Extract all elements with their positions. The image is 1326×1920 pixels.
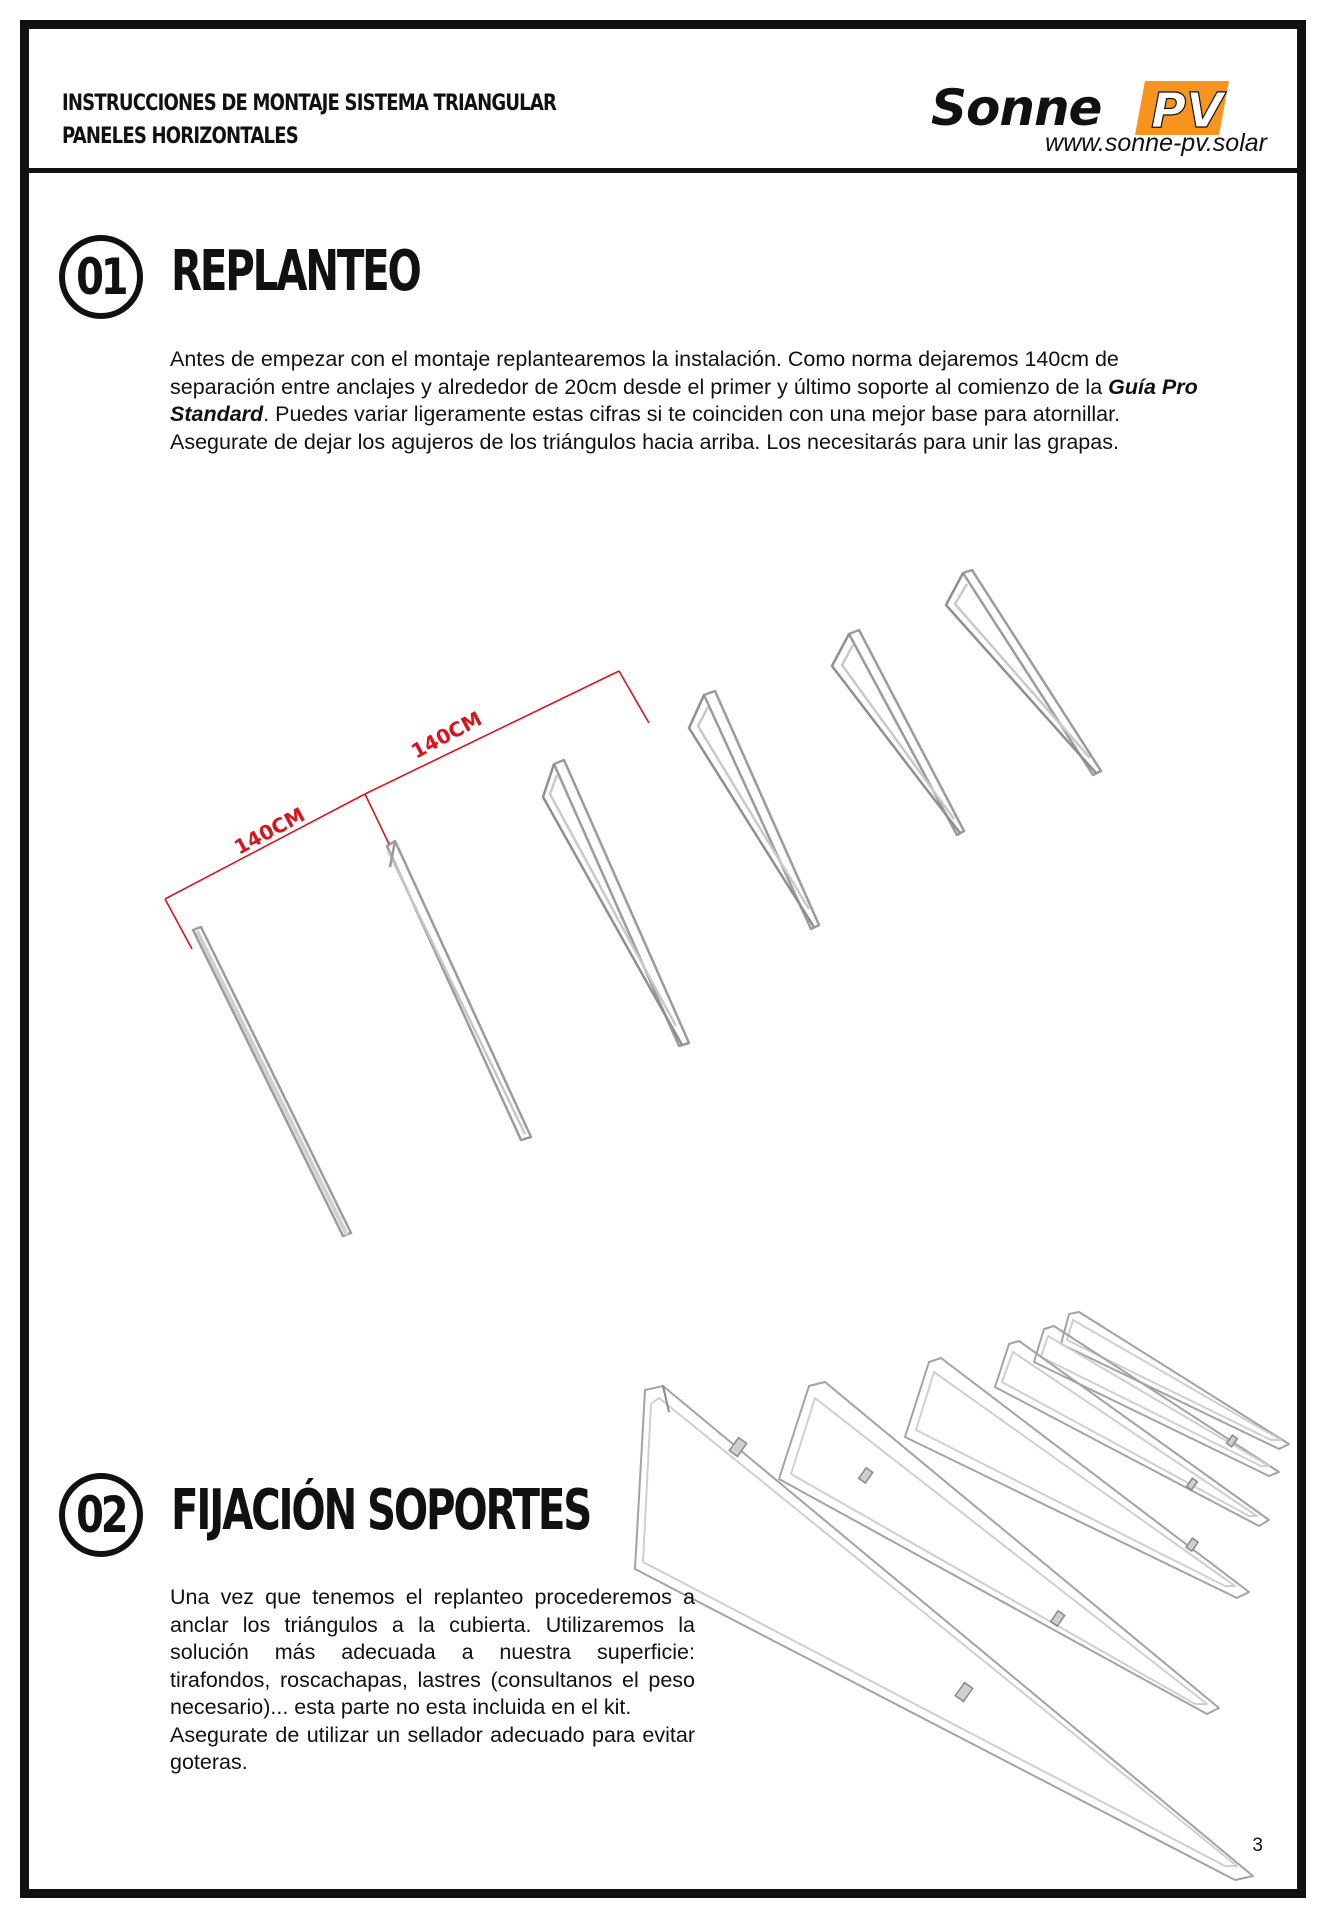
document-title-line-2: PANELES HORIZONTALES (62, 124, 298, 149)
dimension-label-1: 140CM (230, 802, 309, 860)
triangle-support-4 (704, 691, 819, 929)
document-title (62, 87, 556, 153)
triangle-support-3 (554, 760, 689, 1046)
clamp-5 (1186, 1538, 1198, 1551)
step-2-paragraph-2: Asegurate de utilizar un sellador adecuado para evitar goteras. (170, 1722, 695, 1774)
step-1-paragraph-1: Antes de empezar con el montaje replantearemos la instalación. Como norma dejaremos 140cm de separación entre anclajes y alrededor de 20cm desde el primer y último soporte al comienzo de la Guía Pro Standard. Puedes variar ligeramente estas cifras si te coinciden con una mejor base para atornillar. (170, 347, 1198, 426)
step-2-description (170, 1584, 695, 1777)
step-2-number-badge (59, 1473, 143, 1557)
guia-pro-standard-text: Guía Pro Standard (170, 374, 1198, 426)
step-1-title: REPLANTEO (171, 239, 420, 304)
fijacion-illustration (629, 1294, 1299, 1884)
document-title-line-1: INSTRUCCIONES DE MONTAJE SISTEMA TRIANGULAR (62, 91, 557, 116)
clamp-2 (955, 1683, 972, 1702)
step-1-number-badge (59, 235, 143, 319)
dimension-label-2: 140CM (407, 706, 486, 764)
step-1-number: 01 (76, 248, 126, 306)
logo-word: Sonne (931, 79, 1102, 137)
triangle-support-far-2 (995, 1341, 1269, 1526)
step-1-paragraph-2: Asegurate de dejar los agujeros de los triángulos hacia arriba. Los necesitarás para unir las grapas. (170, 429, 1119, 454)
step-2-paragraph-1: Una vez que tenemos el replanteo procederemos a anclar los triángulos a la cubierta. Utilizaremos la solución más adecuada a nuestra superficie: tirafondos, roscachapas, lastres (consultanos el peso necesario)... esta parte no esta incluida en el kit. (170, 1585, 695, 1719)
triangle-support-5 (849, 630, 964, 835)
triangle-support-6 (963, 570, 1101, 775)
logo-mark: PV (1151, 83, 1224, 139)
clamp-4 (1051, 1611, 1065, 1626)
brand-url[interactable]: www.sonne-pv.solar (1045, 129, 1267, 157)
step-1-description (170, 346, 1220, 456)
clamp-3 (859, 1468, 873, 1483)
page-number: 3 (1252, 1835, 1263, 1856)
triangle-support-front (635, 1386, 1253, 1880)
page-frame (20, 20, 1306, 1898)
dimension-line-2 (365, 671, 619, 794)
replanteo-illustration (149, 529, 1289, 1289)
triangle-support-2 (387, 841, 531, 1140)
step-2-number: 02 (76, 1486, 126, 1544)
step-2-title: FIJACIÓN SOPORTES (171, 1478, 591, 1543)
page-header (29, 29, 1297, 173)
